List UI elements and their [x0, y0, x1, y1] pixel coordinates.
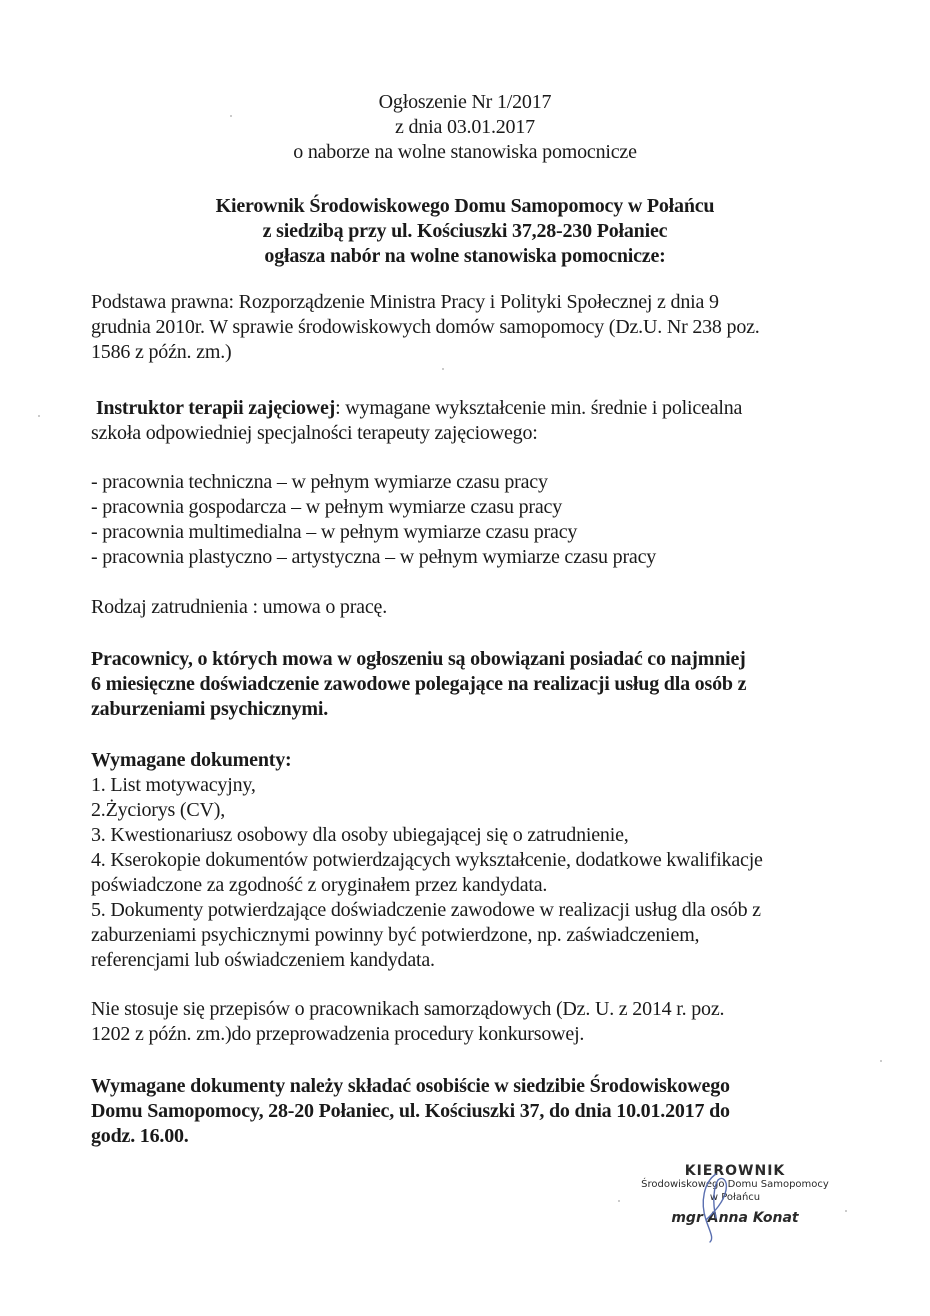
scan-speck [38, 415, 40, 417]
announcer-line-2: z siedzibą przy ul. Kościuszki 37,28-230 Połaniec [262, 220, 668, 242]
stamp-org-line-1: Środowiskowego Domu Samopomocy [641, 1179, 829, 1190]
position-paragraph [91, 396, 871, 446]
scan-speck [442, 368, 444, 370]
document-item: 5. Dokumenty potwierdzające doświadczenie zawodowe w realizacji usług dla osób z [91, 899, 761, 921]
workshops-list [91, 470, 871, 570]
required-documents [91, 748, 871, 973]
position-title: Instruktor terapii zajęciowej [95, 397, 336, 419]
submission-line: Domu Samopomocy, 28-20 Połaniec, ul. Kościuszki 37, do dnia 10.01.2017 do [91, 1100, 730, 1122]
scan-speck [618, 1200, 620, 1202]
announcement-date: z dnia 03.01.2017 [395, 116, 535, 138]
exemption-line: Nie stosuje się przepisów o pracownikach samorządowych (Dz. U. z 2014 r. poz. [91, 998, 725, 1020]
stamp-name: mgr Anna Konat [671, 1210, 799, 1226]
announcement-subject: o naborze na wolne stanowiska pomocnicze [293, 141, 637, 163]
document-item: 3. Kwestionariusz osobowy dla osoby ubiegającej się o zatrudnienie, [91, 824, 629, 846]
handwritten-signature-icon [696, 1172, 736, 1244]
workshop-item: - pracownia gospodarcza – w pełnym wymiarze czasu pracy [91, 496, 563, 518]
document-item: referencjami lub oświadczeniem kandydata. [91, 949, 435, 971]
position-line-2: szkoła odpowiedniej specjalności terapeuty zajęciowego: [91, 422, 538, 444]
workshop-item: - pracownia techniczna – w pełnym wymiarze czasu pracy [91, 471, 548, 493]
exemption-paragraph [91, 997, 871, 1047]
position-requirements: : wymagane wykształcenie min. średnie i policealna [335, 397, 743, 419]
document-item: 4. Kserokopie dokumentów potwierdzających wykształcenie, dodatkowe kwalifikacje [91, 849, 763, 871]
legal-basis-line: 1586 z późn. zm.) [91, 341, 232, 363]
announcement-title: Ogłoszenie Nr 1/2017 [378, 91, 552, 113]
legal-basis-line: Podstawa prawna: Rozporządzenie Ministra Pracy i Polityki Społecznej z dnia 9 [91, 291, 719, 313]
workshop-item: - pracownia plastyczno – artystyczna – w pełnym wymiarze czasu pracy [91, 546, 657, 568]
experience-line: zaburzeniami psychicznymi. [91, 698, 329, 720]
document-item: zaburzeniami psychicznymi powinny być potwierdzone, np. zaświadczeniem, [91, 924, 700, 946]
employment-type-text: Rodzaj zatrudnienia : umowa o pracę. [91, 596, 388, 618]
legal-basis-line: grudnia 2010r. W sprawie środowiskowych domów samopomocy (Dz.U. Nr 238 poz. [91, 316, 760, 338]
stamp-org-line-2: w Połańcu [709, 1192, 761, 1203]
scan-speck [230, 115, 232, 117]
position-line-1 [91, 396, 871, 421]
announcer-line-3: ogłasza nabór na wolne stanowiska pomocnicze: [264, 245, 666, 267]
document-item: 2.Życiorys (CV), [91, 799, 225, 821]
experience-line: 6 miesięczne doświadczenie zawodowe polegające na realizacji usług dla osób z [91, 673, 747, 695]
legal-basis-paragraph [91, 290, 871, 365]
workshop-item: - pracownia multimedialna – w pełnym wymiarze czasu pracy [91, 521, 578, 543]
exemption-line: 1202 z późn. zm.)do przeprowadzenia procedury konkursowej. [91, 1023, 585, 1045]
experience-line: Pracownicy, o których mowa w ogłoszeniu są obowiązani posiadać co najmniej [91, 648, 746, 670]
submission-line: godz. 16.00. [91, 1125, 189, 1147]
scan-speck [845, 1210, 847, 1212]
announcer-line-1: Kierownik Środowiskowego Domu Samopomocy w Połańcu [215, 195, 715, 217]
scan-speck [880, 1060, 882, 1062]
submission-paragraph [91, 1074, 871, 1149]
experience-requirement [91, 647, 871, 722]
required-documents-heading: Wymagane dokumenty: [91, 749, 292, 771]
document-item: poświadczone za zgodność z oryginałem przez kandydata. [91, 874, 548, 896]
stamp-title: KIEROWNIK [684, 1163, 786, 1179]
employment-type [91, 595, 871, 620]
document-item: 1. List motywacyjny, [91, 774, 256, 796]
submission-line: Wymagane dokumenty należy składać osobiście w siedzibie Środowiskowego [91, 1075, 730, 1097]
